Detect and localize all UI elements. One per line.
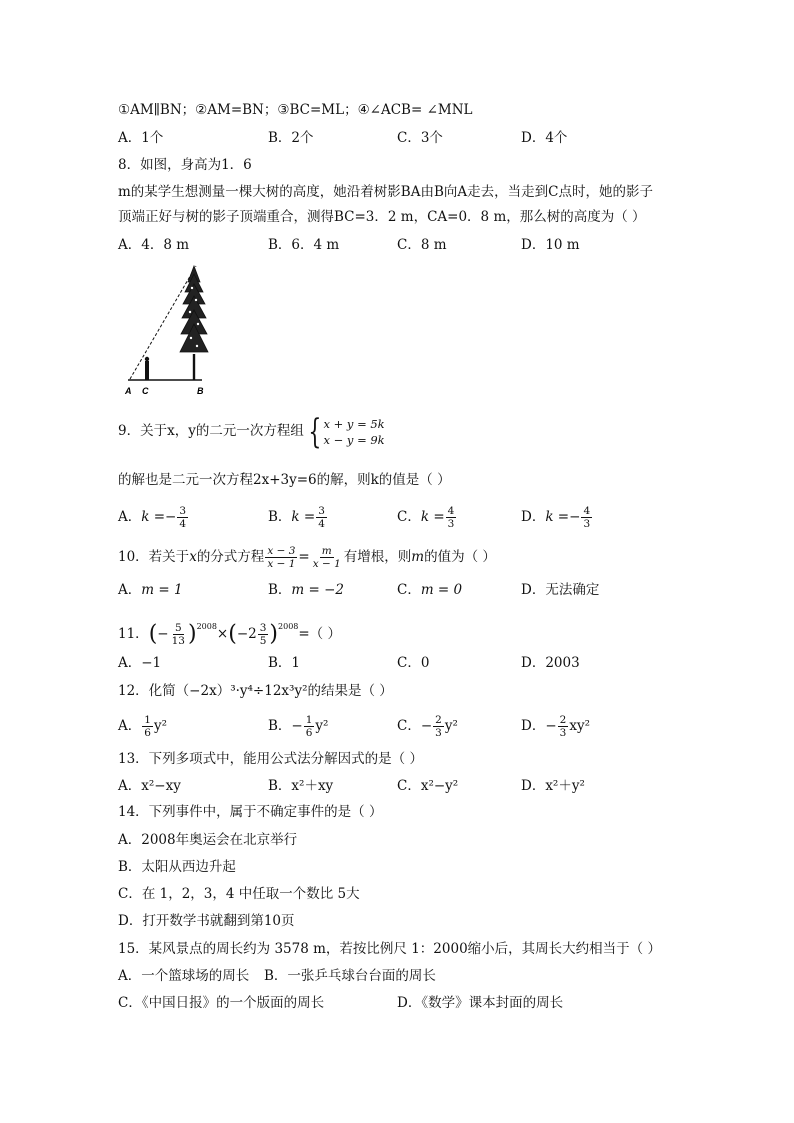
q10-option-b: B．m = −2 (268, 582, 345, 598)
q14-option-b: B．太阳从西边升起 (118, 859, 236, 875)
q11-option-c: C．0 (397, 655, 430, 671)
point-label-b: B (197, 386, 204, 396)
q7-option-d: D．4个 (521, 130, 568, 146)
q12-option-c: C．− $\frac{2}{3}$ y² (397, 714, 458, 739)
q12-stem: 12．化简（−2x）³·y⁴÷12x³y²的结果是（ ） (118, 683, 393, 699)
q7-option-c: C．3个 (397, 130, 443, 146)
q13-stem: 13．下列多项式中，能用公式法分解因式的是（ ） (118, 751, 423, 767)
q7-option-a: A．1个 (118, 130, 164, 146)
q15-option-a: A．一个篮球场的周长 (118, 968, 250, 984)
q11-option-b: B．1 (268, 655, 301, 671)
q15-option-b: B．一张乒乓球台台面的周长 (264, 968, 436, 984)
q10-option-a: A．m = 1 (118, 582, 183, 598)
q12-option-d: D．− $\frac{2}{3}$ xy² (521, 714, 590, 739)
q10-option-c: C．m = 0 (397, 582, 463, 598)
q14-option-a: A．2008年奥运会在北京举行 (118, 832, 298, 848)
q13-option-b: B．x²＋xy (268, 778, 334, 794)
sight-line (130, 266, 196, 379)
q9-prefix: 9．关于x，y的二元一次方程组 (118, 423, 304, 439)
q11-option-a: A．−1 (118, 655, 162, 671)
point-label-a: A (125, 386, 132, 396)
q15-stem: 15．某风景点的周长约为 3578 m，若按比例尺 1：2000缩小后，其周长大约相当于（ ） (118, 941, 661, 957)
q15-option-c: C．《中国日报》的一个版面的周长 (118, 995, 325, 1011)
q8-option-b: B．6．4 m (268, 237, 340, 253)
q11-option-d: D．2003 (521, 655, 580, 671)
q9-stem (118, 411, 385, 452)
q9-option-a: A．k =− $\frac{3}{4}$ (118, 505, 187, 530)
q10-stem: 10．若关于x的分式方程 $\frac{x - 3}{x - 1}$ = $\frac{m}{x - 1}$ 有增根，则m的值为（ ） (118, 545, 496, 570)
q12-option-b: B．− $\frac{1}{6}$ y² (268, 714, 329, 739)
q8-option-a: A．4．8 m (118, 237, 190, 253)
q9-option-b: B．k = $\frac{3}{4}$ (268, 505, 325, 530)
q8-line2: m的某学生想测量一棵大树的高度，她沿着树影BA由B向A走去，当走到C点时，她的影子 (118, 184, 653, 200)
q9-line2: 的解也是二元一次方程2x+3y=6的解，则k的值是（ ） (118, 472, 451, 488)
q9-equation-system (304, 411, 385, 452)
q7-option-b: B．2个 (268, 130, 314, 146)
q11-stem: 11．(− $\frac{5}{13}$ )$^{2008}$×(−2 $\frac{3}{5}$ )$^{2008}$=（ ） (118, 621, 341, 647)
person-figure (145, 357, 149, 380)
q13-option-a: A．x²−xy (118, 778, 181, 794)
q14-option-d: D．打开数学书就翻到第10页 (118, 913, 295, 929)
q8-option-c: C．8 m (397, 237, 447, 253)
brace-symbol: { (308, 411, 322, 452)
q9-eq2: x − y = 9k (323, 432, 385, 447)
q14-stem: 14．下列事件中，属于不确定事件的是（ ） (118, 804, 383, 820)
q12-option-a: A． $\frac{1}{6}$ y² (118, 714, 167, 739)
q8-option-d: D．10 m (521, 237, 580, 253)
q8-line3: 顶端正好与树的影子顶端重合，测得BC=3．2 m，CA=0．8 m，那么树的高度为（ ） (118, 209, 646, 225)
q10-option-d: D．无法确定 (521, 582, 600, 598)
q13-option-d: D．x²＋y² (521, 778, 585, 794)
q9-eq1: x + y = 5k (323, 416, 385, 431)
q14-option-c: C．在 1，2，3，4 中任取一个数比 5大 (118, 886, 360, 902)
tree-crown (180, 266, 208, 352)
point-label-c: C (142, 386, 149, 396)
q9-option-c: C．k = $\frac{4}{3}$ (397, 505, 455, 530)
q13-option-c: C．x²−y² (397, 778, 459, 794)
tree-shadow-figure (118, 260, 228, 398)
q15-option-d: D．《数学》课本封面的周长 (397, 995, 564, 1011)
q8-line1: 8．如图，身高为1．6 (118, 157, 252, 173)
q7-statements: ①AM∥BN；②AM=BN；③BC=ML；④∠ACB= ∠MNL (118, 102, 473, 118)
q9-option-d: D．k =− $\frac{4}{3}$ (521, 505, 591, 530)
